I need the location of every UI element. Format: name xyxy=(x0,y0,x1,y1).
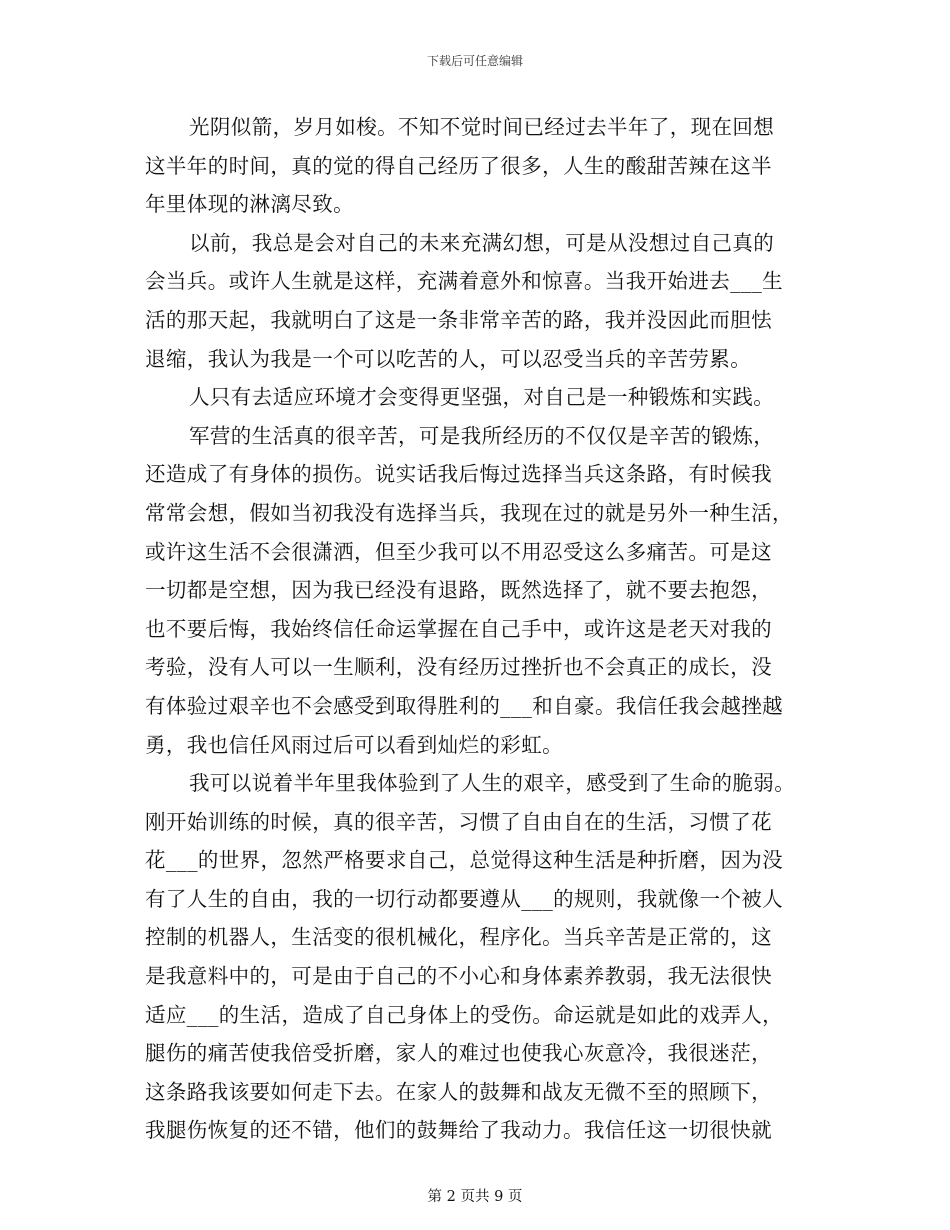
paragraph-line: 腿伤的痛苦使我倍受折磨，家人的难过也使我心灰意冷，我很迷茫， xyxy=(145,1041,772,1066)
paragraph-line: 控制的机器人，生活变的很机械化，程序化。当兵辛苦是正常的，这 xyxy=(145,925,772,950)
paragraph-line: 有了人生的自由，我的一切行动都要遵从___的规则，我就像一个被人 xyxy=(145,886,784,911)
page-header: 下载后可任意编辑 xyxy=(426,54,523,68)
paragraph-line: 这条路我该要如何走下去。在家人的鼓舞和战友无微不至的照顾下， xyxy=(145,1079,772,1104)
paragraph-line: 人只有去适应环境才会变得更坚强，对自己是一种锻炼和实践。 xyxy=(189,385,775,410)
paragraph-line: 退缩，我认为我是一个可以吃苦的人，可以忍受当兵的辛苦劳累。 xyxy=(145,346,752,371)
paragraph-line: 勇，我也信任风雨过后可以看到灿烂的彩虹。 xyxy=(145,732,563,757)
paragraph-line: 刚开始训练的时候，真的很辛苦，习惯了自由自在的生活，习惯了花 xyxy=(145,809,772,834)
paragraph-line: 光阴似箭，岁月如梭。不知不觉时间已经过去半年了，现在回想 xyxy=(189,115,775,139)
paragraph-line: 这半年的时间，真的觉的得自己经历了很多，人生的酸甜苦辣在这半 xyxy=(145,153,772,178)
paragraph-line: 我可以说着半年里我体验到了人生的艰辛，感受到了生命的脆弱。 xyxy=(189,771,796,796)
paragraph-line: 活的那天起，我就明白了这是一条非常辛苦的路，我并没因此而胆怯 xyxy=(145,307,772,332)
paragraph-line: 会当兵。或许人生就是这样，充满着意外和惊喜。当我开始进去___生 xyxy=(145,269,784,294)
paragraph-line: 年里体现的淋漓尽致。 xyxy=(145,192,354,217)
page-footer: 第 2 页共 9 页 xyxy=(427,1189,523,1205)
paragraph-line: 一切都是空想，因为我已经没有退路，既然选择了，就不要去抱怨， xyxy=(145,578,772,603)
paragraph-line: 考验，没有人可以一生顺利，没有经历过挫折也不会真正的成长，没 xyxy=(145,655,772,680)
paragraph-line: 适应___的生活，造成了自己身体上的受伤。命运就是如此的戏弄人， xyxy=(145,1002,784,1027)
paragraph-line: 还造成了有身体的损伤。说实话我后悔过选择当兵这条路，有时候我 xyxy=(145,462,772,487)
paragraph-line: 我腿伤恢复的还不错，他们的鼓舞给了我动力。我信任这一切很快就 xyxy=(145,1118,772,1143)
paragraph-line: 以前，我总是会对自己的未来充满幻想，可是从没想过自己真的 xyxy=(189,230,775,255)
paragraph-line: 常常会想，假如当初我没有选择当兵，我现在过的就是另外一种生活， xyxy=(145,500,793,525)
paragraph-line: 也不要后悔，我始终信任命运掌握在自己手中，或许这是老天对我的 xyxy=(145,616,772,641)
paragraph-line: 军营的生活真的很辛苦，可是我所经历的不仅仅是辛苦的锻炼， xyxy=(189,423,775,448)
paragraph-line: 花___的世界，忽然严格要求自己，总觉得这种生活是种折磨，因为没 xyxy=(145,848,784,873)
paragraph-line: 有体验过艰辛也不会感受到取得胜利的___和自豪。我信任我会越挫越 xyxy=(145,693,784,718)
body-text xyxy=(145,108,811,1150)
paragraph-line: 或许这生活不会很潇洒，但至少我可以不用忍受这么多痛苦。可是这 xyxy=(145,539,772,564)
paragraph-line: 是我意料中的，可是由于自己的不小心和身体素养教弱，我无法很快 xyxy=(145,964,772,989)
